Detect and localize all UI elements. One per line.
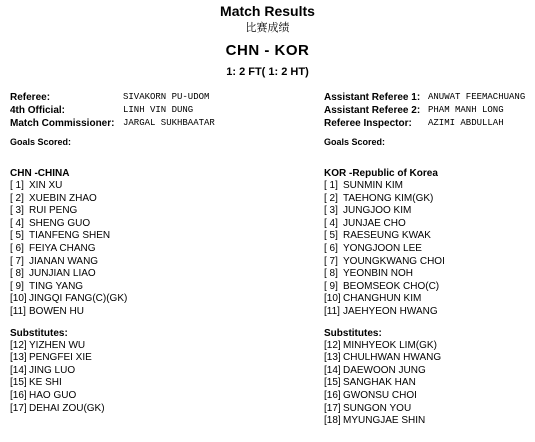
player-name: YONGJOON LEE xyxy=(343,242,422,254)
player-number: [10] xyxy=(10,293,27,305)
player-row xyxy=(10,352,210,365)
team-name: KOR -Republic of Korea xyxy=(324,168,438,179)
official-name: JARGAL SUKHBAATAR xyxy=(123,118,215,128)
player-name: JUNGJOO KIM xyxy=(343,205,412,217)
player-name: XUEBIN ZHAO xyxy=(29,192,97,204)
player-row xyxy=(10,256,210,269)
player-row xyxy=(10,230,210,243)
officials-right xyxy=(324,91,534,130)
player-row xyxy=(324,352,534,365)
player-row xyxy=(324,281,534,294)
player-number: [ 4] xyxy=(324,217,338,229)
substitutes-list xyxy=(324,340,534,428)
player-row xyxy=(10,377,210,390)
player-name: JINGQI FANG(C)(GK) xyxy=(29,293,128,305)
player-number: [ 5] xyxy=(10,230,24,242)
player-row xyxy=(10,243,210,256)
player-row xyxy=(10,193,210,206)
substitutes-heading: Substitutes: xyxy=(10,327,68,339)
player-number: [ 9] xyxy=(10,280,24,292)
player-name: MINHYEOK LIM(GK) xyxy=(343,339,437,351)
player-number: [10] xyxy=(324,293,341,305)
player-number: [ 1] xyxy=(324,180,338,191)
goals-scored-left: Goals Scored: xyxy=(10,137,72,147)
player-name: XIN XU xyxy=(29,180,63,191)
player-row xyxy=(10,205,210,218)
player-row xyxy=(324,256,534,269)
document-subtitle: 比赛成绩 xyxy=(245,22,290,34)
player-row xyxy=(324,180,534,193)
official-label: Assistant Referee 2: xyxy=(324,105,421,116)
player-number: [ 3] xyxy=(324,205,338,217)
player-name: TAEHONG KIM(GK) xyxy=(343,192,434,204)
official-name: SIVAKORN PU-UDOM xyxy=(123,92,210,102)
substitutes-list xyxy=(10,340,210,416)
player-name: RAESEUNG KWAK xyxy=(343,230,431,242)
starting-players xyxy=(324,180,534,319)
official-name: ANUWAT FEEMACHUANG xyxy=(428,92,526,102)
player-name: GWONSU CHOI xyxy=(343,389,417,401)
team-lineup-kor xyxy=(324,168,534,428)
player-name: FEIYA CHANG xyxy=(29,242,96,254)
player-number: [15] xyxy=(10,377,27,389)
official-label: Referee: xyxy=(10,92,51,103)
player-number: [ 1] xyxy=(10,180,24,191)
player-number: [18] xyxy=(324,415,341,427)
player-number: [ 8] xyxy=(324,268,338,280)
player-row xyxy=(324,193,534,206)
match-teams: CHN - KOR xyxy=(225,42,310,59)
team-lineup-chn xyxy=(10,168,210,415)
player-name: MYUNGJAE SHIN xyxy=(343,415,426,427)
player-number: [16] xyxy=(10,389,27,401)
player-number: [14] xyxy=(10,364,27,376)
player-name: DEHAI ZOU(GK) xyxy=(29,402,105,414)
player-row xyxy=(10,218,210,231)
player-number: [ 3] xyxy=(10,205,24,217)
player-name: BEOMSEOK CHO(C) xyxy=(343,280,440,292)
player-number: [11] xyxy=(10,305,26,317)
official-row xyxy=(324,117,534,130)
player-name: PENGFEI XIE xyxy=(29,352,92,364)
player-number: [ 4] xyxy=(10,217,24,229)
official-row xyxy=(10,104,310,117)
match-score: 1: 2 FT( 1: 2 HT) xyxy=(226,66,309,78)
player-row xyxy=(324,340,534,353)
player-name: JUNJAE CHO xyxy=(343,217,406,229)
player-name: JING LUO xyxy=(29,364,76,376)
official-name: AZIMI ABDULLAH xyxy=(428,118,504,128)
player-row xyxy=(324,415,534,428)
officials-left xyxy=(10,91,310,130)
official-row xyxy=(10,91,310,104)
player-row xyxy=(324,218,534,231)
official-label: Assistant Referee 1: xyxy=(324,92,421,103)
player-row xyxy=(10,268,210,281)
official-label: Referee Inspector: xyxy=(324,118,412,129)
player-number: [12] xyxy=(324,339,341,351)
official-row xyxy=(10,117,310,130)
official-row xyxy=(324,104,534,117)
goals-scored-right: Goals Scored: xyxy=(324,137,386,147)
player-name: SUNMIN KIM xyxy=(343,180,403,191)
player-number: [11] xyxy=(324,305,340,317)
player-row xyxy=(324,205,534,218)
player-number: [17] xyxy=(324,402,341,414)
player-row xyxy=(324,306,534,319)
player-row xyxy=(324,268,534,281)
player-name: TIANFENG SHEN xyxy=(29,230,111,242)
player-number: [13] xyxy=(10,352,27,364)
substitutes-heading: Substitutes: xyxy=(324,327,382,339)
document-title: Match Results xyxy=(220,3,315,19)
player-number: [13] xyxy=(324,352,341,364)
player-row xyxy=(10,281,210,294)
player-number: [12] xyxy=(10,339,27,351)
player-row xyxy=(324,230,534,243)
player-row xyxy=(324,403,534,416)
player-row xyxy=(10,340,210,353)
team-name: CHN -CHINA xyxy=(10,168,70,179)
player-row xyxy=(10,293,210,306)
player-row xyxy=(10,403,210,416)
player-row xyxy=(324,377,534,390)
player-name: KE SHI xyxy=(29,377,62,389)
player-row xyxy=(10,180,210,193)
player-name: JAEHYEON HWANG xyxy=(343,305,438,317)
player-name: JIANAN WANG xyxy=(29,255,99,267)
player-name: YEONBIN NOH xyxy=(343,268,414,280)
player-name: DAEWOON JUNG xyxy=(343,364,426,376)
player-name: YIZHEN WU xyxy=(29,339,86,351)
official-label: 4th Official: xyxy=(10,105,66,116)
player-row xyxy=(10,365,210,378)
player-name: RUI PENG xyxy=(29,205,78,217)
player-number: [ 2] xyxy=(324,192,338,204)
player-number: [ 2] xyxy=(10,192,24,204)
starting-players xyxy=(10,180,210,319)
player-number: [ 6] xyxy=(324,242,338,254)
official-name: LINH VIN DUNG xyxy=(123,105,194,115)
player-row xyxy=(324,365,534,378)
player-number: [ 9] xyxy=(324,280,338,292)
player-row xyxy=(10,306,210,319)
player-number: [16] xyxy=(324,389,341,401)
player-number: [ 7] xyxy=(324,255,338,267)
player-name: HAO GUO xyxy=(29,389,77,401)
player-name: CHANGHUN KIM xyxy=(343,293,422,305)
official-name: PHAM MANH LONG xyxy=(428,105,504,115)
player-row xyxy=(324,243,534,256)
player-row xyxy=(324,390,534,403)
player-number: [15] xyxy=(324,377,341,389)
player-number: [ 7] xyxy=(10,255,24,267)
player-name: JUNJIAN LIAO xyxy=(29,268,96,280)
player-number: [ 6] xyxy=(10,242,24,254)
player-number: [ 5] xyxy=(324,230,338,242)
player-name: BOWEN HU xyxy=(29,305,84,317)
player-name: TING YANG xyxy=(29,280,84,292)
player-number: [ 8] xyxy=(10,268,24,280)
player-name: SUNGON YOU xyxy=(343,402,412,414)
player-name: YOUNGKWANG CHOI xyxy=(343,255,445,267)
player-number: [14] xyxy=(324,364,341,376)
official-label: Match Commissioner: xyxy=(10,118,115,129)
player-name: SANGHAK HAN xyxy=(343,377,416,389)
player-row xyxy=(324,293,534,306)
player-number: [17] xyxy=(10,402,27,414)
official-row xyxy=(324,91,534,104)
player-name: CHULHWAN HWANG xyxy=(343,352,442,364)
player-name: SHENG GUO xyxy=(29,217,91,229)
player-row xyxy=(10,390,210,403)
